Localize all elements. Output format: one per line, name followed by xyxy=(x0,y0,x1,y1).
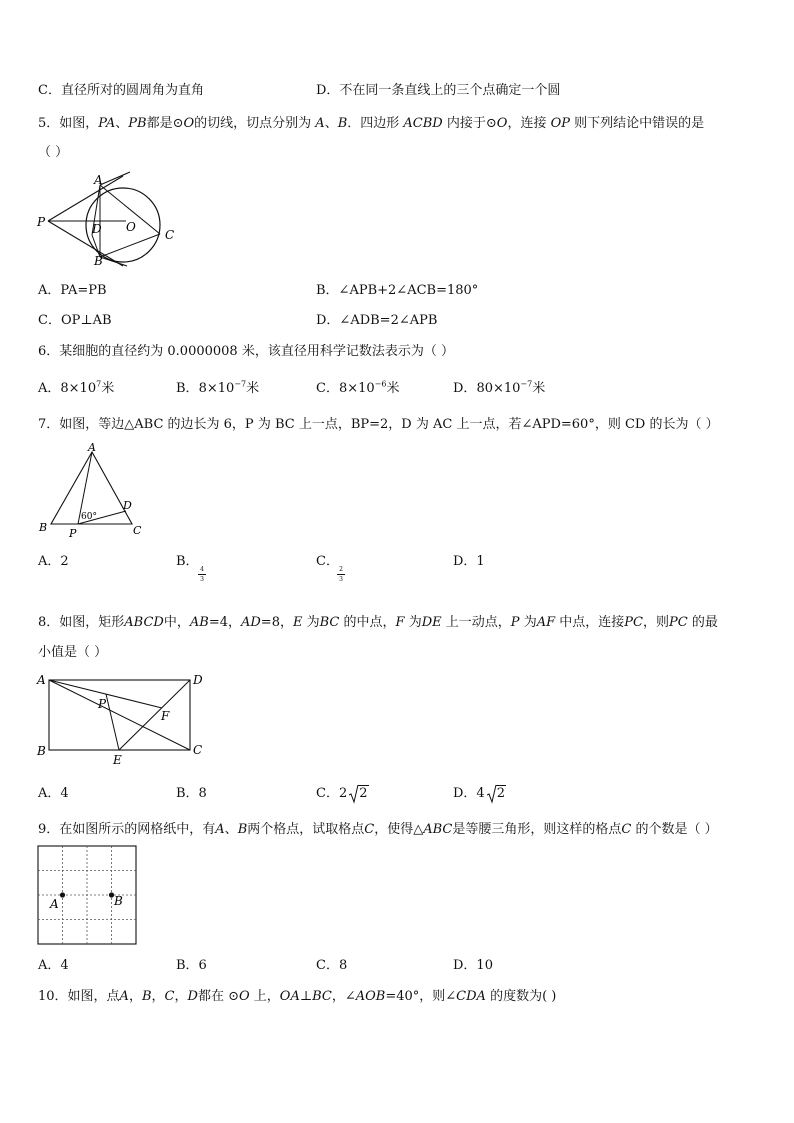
q5-answer-paren: （ ） xyxy=(38,145,69,160)
q9-label-a: A xyxy=(50,897,59,911)
q8-label-f: F xyxy=(161,709,170,723)
q8-label-b: B xyxy=(37,744,46,758)
q6-stem: 6．某细胞的直径约为 0.0000008 米，该直径用科学记数法表示为（ ） xyxy=(38,344,454,359)
q8-label-p: P xyxy=(98,697,107,711)
q7-option-b-fraction: 4 3 xyxy=(198,566,206,583)
sqrt-symbol: 2 xyxy=(487,785,506,803)
q9-option-b: B．6 xyxy=(176,958,207,973)
q8-option-c: C．2 2 xyxy=(316,786,368,801)
q8-option-a: A．4 xyxy=(38,786,69,801)
q5-stem-line1: 5．如图，PA、PB都是⊙O的切线，切点分别为 A、B．四边形 ACBD 内接于⊙O，连接 OP 则下列结论中错误的是 xyxy=(38,116,705,131)
q9-option-d: D．10 xyxy=(453,958,493,973)
option-d-prev: D．不在同一条直线上的三个点确定一个圆 xyxy=(316,83,561,98)
q7-label-angle: 60° xyxy=(81,512,97,522)
q8-figure xyxy=(34,670,214,766)
q6-option-d: D．$80\times 10^{-7}$米 xyxy=(453,379,546,396)
q10-stem: 10．如图，点A，B，C，D都在 ⊙O 上，OA⊥BC，∠AOB=40°，则∠CDA 的度数为( ) xyxy=(38,989,557,1004)
q8-stem-line2: 小值是（ ） xyxy=(38,645,108,660)
q5-label-p: P xyxy=(37,215,46,229)
q7-option-b: B． xyxy=(176,554,199,569)
q9-point-a xyxy=(60,892,65,897)
q7-label-a: A xyxy=(88,442,96,454)
q5-option-b: B．∠APB+2∠ACB=180° xyxy=(316,283,479,298)
q7-option-c-fraction: 2 3 xyxy=(337,566,345,583)
q7-label-b: B xyxy=(39,521,48,534)
q7-option-c: C． xyxy=(316,554,339,569)
q5-option-d: D．∠ADB=2∠APB xyxy=(316,313,438,328)
q8-stem-line1: 8．如图，矩形ABCD中，AB=4，AD=8，E 为BC 的中点，F 为DE 上一动点，P 为AF 中点，连接PC，则PC 的最 xyxy=(38,615,718,630)
q5-figure xyxy=(34,170,184,270)
q9-option-c: C．8 xyxy=(316,958,348,973)
q7-stem: 7．如图，等边△ABC 的边长为 6，P 为 BC 上一点，BP=2，D 为 AC 上一点，若∠APD=60°，则 CD 的长为（ ） xyxy=(38,417,719,432)
q8-label-d: D xyxy=(193,673,203,687)
q7-option-a: A．2 xyxy=(38,554,69,569)
q8-label-a: A xyxy=(37,673,46,687)
q9-stem: 9．在如图所示的网格纸中，有A、B两个格点，试取格点C，使得△ABC是等腰三角形，则这样的格点C 的个数是（ ） xyxy=(38,822,718,837)
q8-label-c: C xyxy=(193,743,203,757)
q9-grid-figure xyxy=(36,844,140,948)
q9-option-a: A．4 xyxy=(38,958,69,973)
sqrt-symbol: 2 xyxy=(349,785,368,803)
q7-label-c: C xyxy=(133,524,142,537)
q9-label-b: B xyxy=(114,894,123,908)
q5-option-c: C．OP⊥AB xyxy=(38,313,112,328)
q6-option-b: B．$8\times 10^{-7}$米 xyxy=(176,379,260,396)
q7-option-d: D．1 xyxy=(453,554,485,569)
q6-option-a: A．$8\times 10^7$米 xyxy=(38,379,115,396)
q6-option-c: C．$8\times 10^{-6}$米 xyxy=(316,379,400,396)
q7-label-d: D xyxy=(123,499,132,512)
q8-option-b: B．8 xyxy=(176,786,207,801)
q7-figure xyxy=(34,442,149,540)
q5-label-d: D xyxy=(92,222,102,236)
q8-label-e: E xyxy=(113,753,122,766)
q5-label-a: A xyxy=(94,173,103,187)
q5-label-b: B xyxy=(94,254,103,268)
option-c-prev: C．直径所对的圆周角为直角 xyxy=(38,83,204,98)
q8-option-d: D．4 2 xyxy=(453,786,505,801)
q5-label-o: O xyxy=(126,220,136,234)
q5-label-c: C xyxy=(165,228,175,242)
q5-option-a: A．PA=PB xyxy=(38,283,107,298)
q7-label-p: P xyxy=(69,527,77,540)
